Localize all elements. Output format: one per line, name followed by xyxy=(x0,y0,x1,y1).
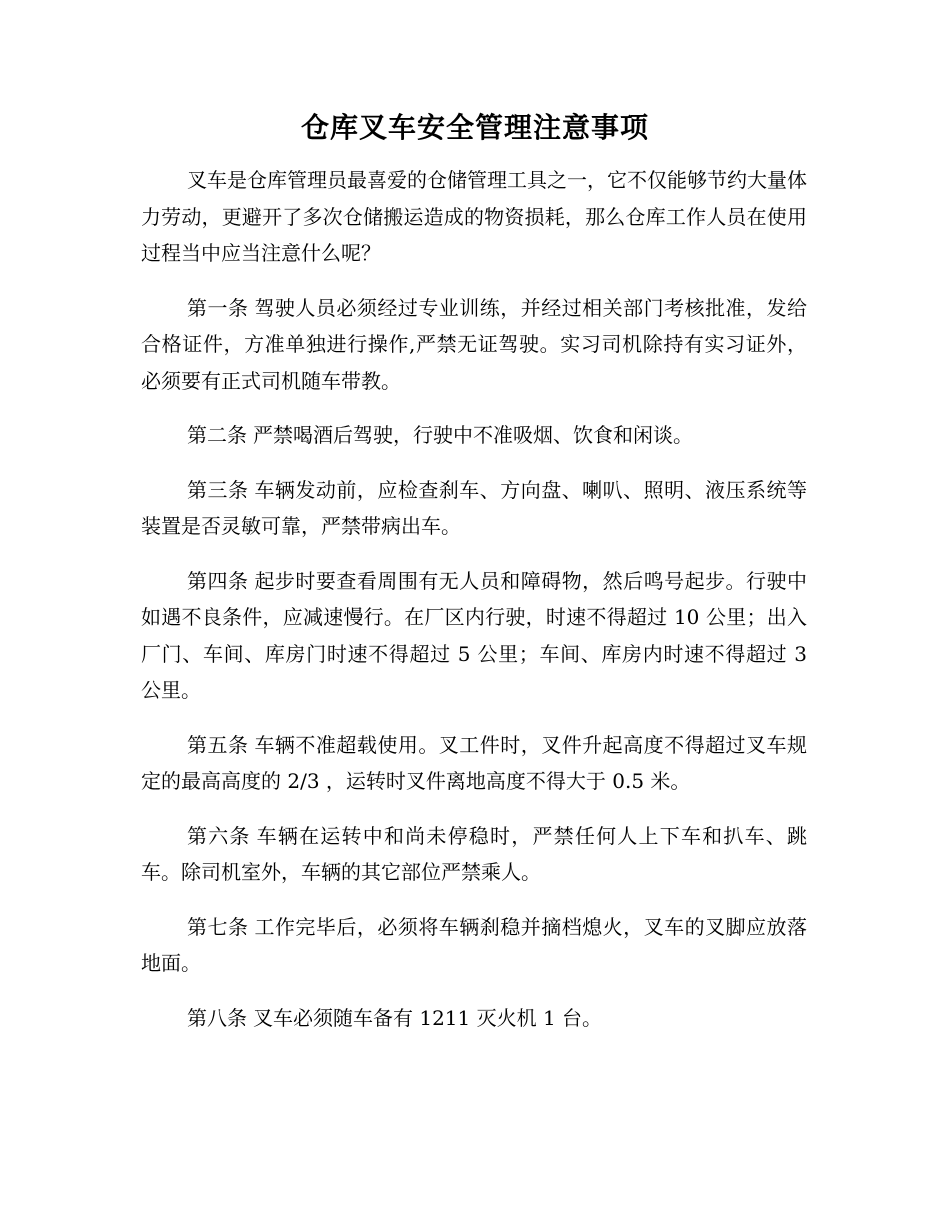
article-label: 第八条 xyxy=(187,1005,247,1030)
article-text: 叉车必须随车备有 1211 灭火机 1 台。 xyxy=(253,1005,603,1030)
document-body xyxy=(141,162,807,1054)
article-2 xyxy=(141,417,807,454)
article-6 xyxy=(141,818,807,891)
article-8 xyxy=(141,1000,807,1037)
article-text: 严禁喝酒后驾驶，行驶中不准吸烟、饮食和闲谈。 xyxy=(253,423,693,447)
article-text: 驾驶人员必须经过专业训练，并经过相关部门考核批准，发给合格证件，方准单独进行操作,严禁无证驾驶。实习司机除持有实习证外，必须要有正式司机随车带教。 xyxy=(141,295,808,393)
article-text: 工作完毕后，必须将车辆刹稳并摘档熄火，叉车的叉脚应放落地面。 xyxy=(141,914,808,975)
article-4 xyxy=(141,563,807,709)
document-title: 仓库叉车安全管理注意事项 xyxy=(300,111,649,144)
article-text: 车辆不准超载使用。叉工件时，叉件升起高度不得超过叉车规定的最高高度的 2/3 ，运转时叉件离地高度不得大于 0.5 米。 xyxy=(141,732,808,793)
article-label: 第二条 xyxy=(187,423,247,447)
article-text: 车辆在运转中和尚未停稳时，严禁任何人上下车和扒车、跳车。除司机室外，车辆的其它部位严禁乘人。 xyxy=(141,823,808,884)
article-label: 第七条 xyxy=(187,914,249,939)
article-label: 第一条 xyxy=(187,295,249,320)
intro-paragraph: 叉车是仓库管理员最喜爱的仓储管理工具之一，它不仅能够节约大量体力劳动，更避开了多次仓储搬运造成的物资损耗，那么仓库工作人员在使用过程当中应当注意什么呢？ xyxy=(141,168,807,265)
article-5 xyxy=(141,727,807,800)
article-label: 第三条 xyxy=(187,477,249,502)
article-1 xyxy=(141,290,807,400)
article-3 xyxy=(141,472,807,545)
article-text: 起步时要查看周围有无人员和障碍物，然后鸣号起步。行驶中如遇不良条件，应减速慢行。在厂区内行驶，时速不得超过 10 公里；出入厂门、车间、库房门时速不得超过 5 公里；车间、库房内时速不得超过 3 公里。 xyxy=(141,568,808,702)
article-text: 车辆发动前，应检查刹车、方向盘、喇叭、照明、液压系统等装置是否灵敏可靠，严禁带病出车。 xyxy=(141,477,808,538)
article-label: 第六条 xyxy=(187,823,251,848)
article-label: 第四条 xyxy=(187,568,249,593)
article-label: 第五条 xyxy=(187,732,249,757)
article-7 xyxy=(141,909,807,982)
